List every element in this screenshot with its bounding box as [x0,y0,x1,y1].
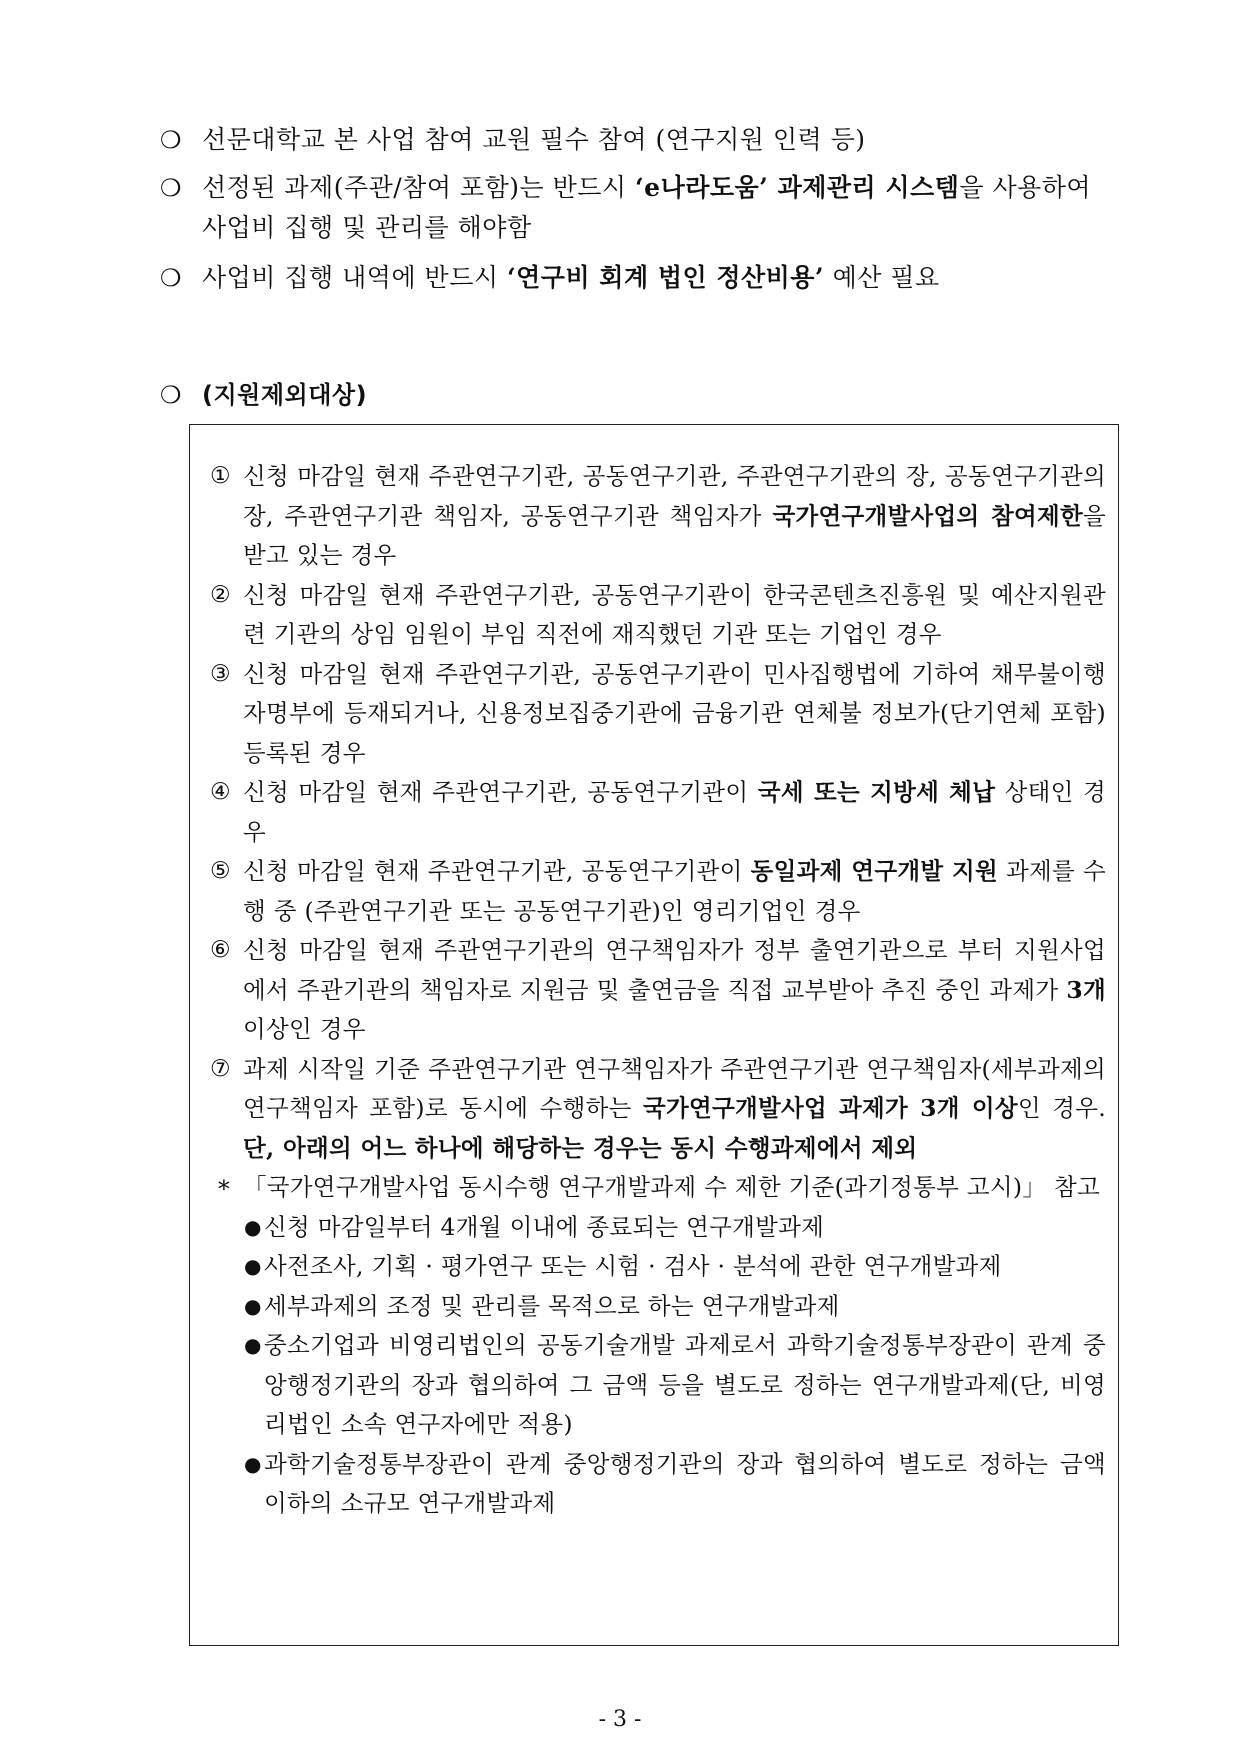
hollow-circle-icon: ❍ [160,174,183,202]
exclusion-item-5: ⑤ 신청 마감일 현재 주관연구기관, 공동연구기관이 동일과제 연구개발 지원 과제를 수행 중 (주관연구기관 또는 공동연구기관)인 영리기업인 경우 [202,852,1106,931]
item-number: ④ [210,779,231,805]
section-heading: (지원제외대상) [202,381,368,409]
sub-item-4: ● 중소기업과 비영리법인의 공동기술개발 과제로서 과학기술정통부장관이 관계 중앙행정기관의 장과 협의하여 그 금액 등을 별도로 정하는 연구개발과제(단, 비영리법인 소속 연구자에만 적용) [202,1326,1106,1445]
exclusion-item-1: ① 신청 마감일 현재 주관연구기관, 공동연구기관, 주관연구기관의 장, 공동연구기관의 장, 주관연구기관 책임자, 공동연구기관 책임자가 국가연구개발사업의 참여제한을 받고 있는 경우 [202,457,1106,576]
intro-bullets [160,120,1120,298]
bullet-1-text: 선문대학교 본 사업 참여 교원 필수 참여 (연구지원 인력 등) [202,125,866,154]
filled-dot-icon: ● [244,1214,262,1239]
exclusion-item-3: ③ 신청 마감일 현재 주관연구기관, 공동연구기관이 민사집행법에 기하여 채무불이행자명부에 등재되거나, 신용정보집중기관에 금융기관 연체불 정보가(단기연체 포함) 등록된 경우 [202,655,1106,774]
sub-item-5: ● 과학기술정통부장관이 관계 중앙행정기관의 장과 협의하여 별도로 정하는 금액 이하의 소규모 연구개발과제 [202,1445,1106,1524]
item-number: ① [210,463,231,489]
bullet-3 [160,258,1120,298]
sub-item-3: ● 세부과제의 조정 및 관리를 목적으로 하는 연구개발과제 [202,1287,1106,1327]
exclusion-item-2: ② 신청 마감일 현재 주관연구기관, 공동연구기관이 한국콘텐츠진흥원 및 예산지원관련 기관의 상임 임원이 부임 직전에 재직했던 기관 또는 기업인 경우 [202,576,1106,655]
item-number: ③ [210,660,231,687]
item-number: ⑦ [210,1055,231,1082]
reference-note: * 「국가연구개발사업 동시수행 연구개발과제 수 제한 기준(과기정통부 고시)」 참고 [202,1168,1106,1208]
hollow-circle-icon: ❍ [160,264,183,292]
filled-dot-icon: ● [244,1293,262,1318]
item-number: ⑤ [210,858,231,884]
filled-dot-icon: ● [244,1254,262,1278]
section-heading-row [160,375,1120,415]
filled-dot-icon: ● [244,1451,262,1476]
bullet-1 [160,120,1120,160]
bullet-2-text: 선정된 과제(주관/참여 포함)는 반드시 ‘e나라도움’ 과제관리 시스템을 사용하여 사업비 집행 및 관리를 해야함 [202,173,1092,242]
exclusion-box [189,424,1119,1646]
exclusion-item-6: ⑥ 신청 마감일 현재 주관연구기관의 연구책임자가 정부 출연기관으로 부터 지원사업에서 주관기관의 책임자로 지원금 및 출연금을 직접 교부받아 추진 중인 과제가 3개 이상인 경우 [202,931,1106,1050]
exclusion-item-4: ④ 신청 마감일 현재 주관연구기관, 공동연구기관이 국세 또는 지방세 체납 상태인 경우 [202,773,1106,852]
filled-dot-icon: ● [244,1333,262,1357]
hollow-circle-icon: ❍ [160,381,183,409]
sub-item-1: ● 신청 마감일부터 4개월 이내에 종료되는 연구개발과제 [202,1208,1106,1248]
exclusion-item-7: ⑦ 과제 시작일 기준 주관연구기관 연구책임자가 주관연구기관 연구책임자(세부과제의 연구책임자 포함)로 동시에 수행하는 국가연구개발사업 과제가 3개 이상인 경우. 단, 아래의 어느 하나에 해당하는 경우는 동시 수행과제에서 제외 [202,1050,1106,1169]
bullet-2 [160,168,1120,248]
page-number: - 3 - [598,1707,642,1732]
exclusion-list [202,457,1106,1524]
asterisk-icon: * [218,1175,231,1203]
sub-item-2: ● 사전조사, 기획 · 평가연구 또는 시험 · 검사 · 분석에 관한 연구개발과제 [202,1247,1106,1287]
bullet-3-text: 사업비 집행 내역에 반드시 ‘연구비 회계 법인 정산비용’ 예산 필요 [202,263,940,292]
item-number: ② [210,581,231,608]
item-number: ⑥ [210,937,231,963]
hollow-circle-icon: ❍ [160,126,183,154]
